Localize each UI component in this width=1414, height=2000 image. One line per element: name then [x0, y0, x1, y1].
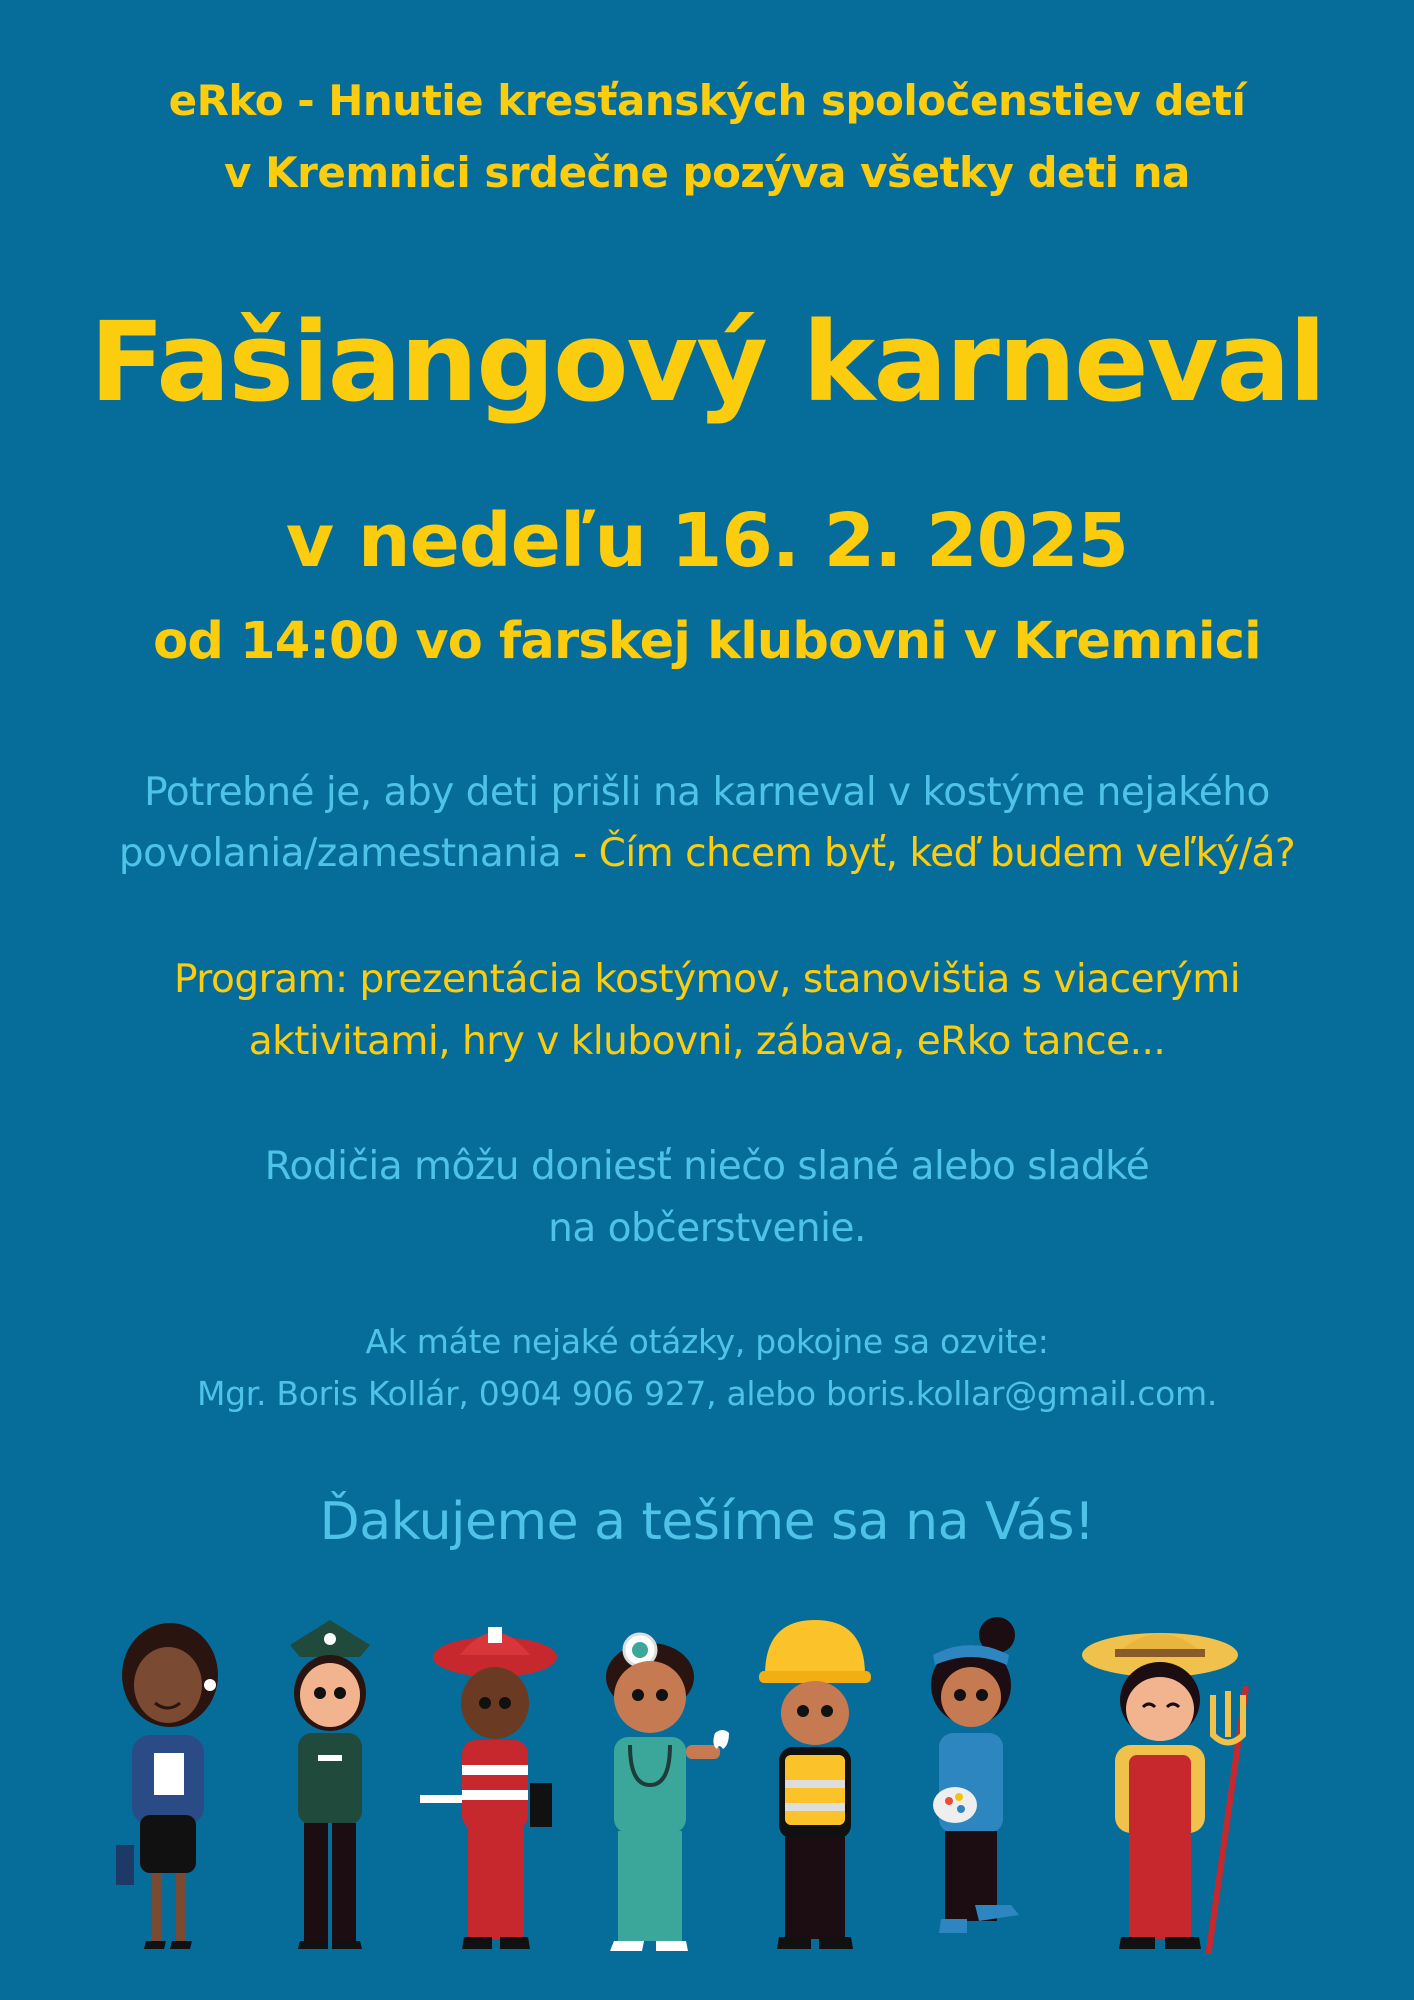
costume-question: - Čím chcem byť, keď budem veľký/á? — [561, 831, 1296, 876]
dentist-figure — [606, 1634, 729, 1951]
farmer-figure — [1082, 1633, 1249, 1954]
costume-line-1: Potrebné je, aby deti prišli na karneval v kostýme nejakého — [144, 770, 1270, 815]
poster-title: Fašiangový karneval — [89, 298, 1325, 426]
parents-line-1: Rodičia môžu doniesť niečo slané alebo sladké — [264, 1144, 1150, 1189]
businesswoman-figure — [116, 1623, 218, 1949]
parents-line-2: na občerstvenie. — [548, 1206, 866, 1251]
intro-line-2: v Kremnici srdečne pozýva všetky deti na — [224, 148, 1190, 197]
construction-worker-figure — [759, 1620, 871, 1949]
costume-profession: povolania/zamestnania — [118, 831, 562, 876]
program-line-2: aktivitami, hry v klubovni, zábava, eRko tance... — [248, 1019, 1166, 1064]
police-officer-figure — [290, 1620, 370, 1949]
program-line-1: Program: prezentácia kostýmov, stanovištia s viacerými — [173, 957, 1241, 1002]
contact-line-2: Mgr. Boris Kollár, 0904 906 927, alebo boris.kollar@gmail.com. — [196, 1374, 1218, 1413]
event-time-place: od 14:00 vo farskej klubovni v Kremnici — [153, 612, 1261, 671]
contact-line-1: Ak máte nejaké otázky, pokojne sa ozvite: — [365, 1322, 1049, 1361]
intro-line-1: eRko - Hnutie kresťanských spoločenstiev detí — [168, 76, 1246, 125]
thank-you: Ďakujeme a tešíme sa na Vás! — [319, 1492, 1095, 1552]
painter-figure — [931, 1617, 1019, 1933]
costume-line-2 — [0, 831, 1414, 876]
kids-professions-illustration — [100, 1615, 1330, 1960]
event-date: v nedeľu 16. 2. 2025 — [285, 498, 1129, 584]
firefighter-figure — [420, 1627, 557, 1949]
